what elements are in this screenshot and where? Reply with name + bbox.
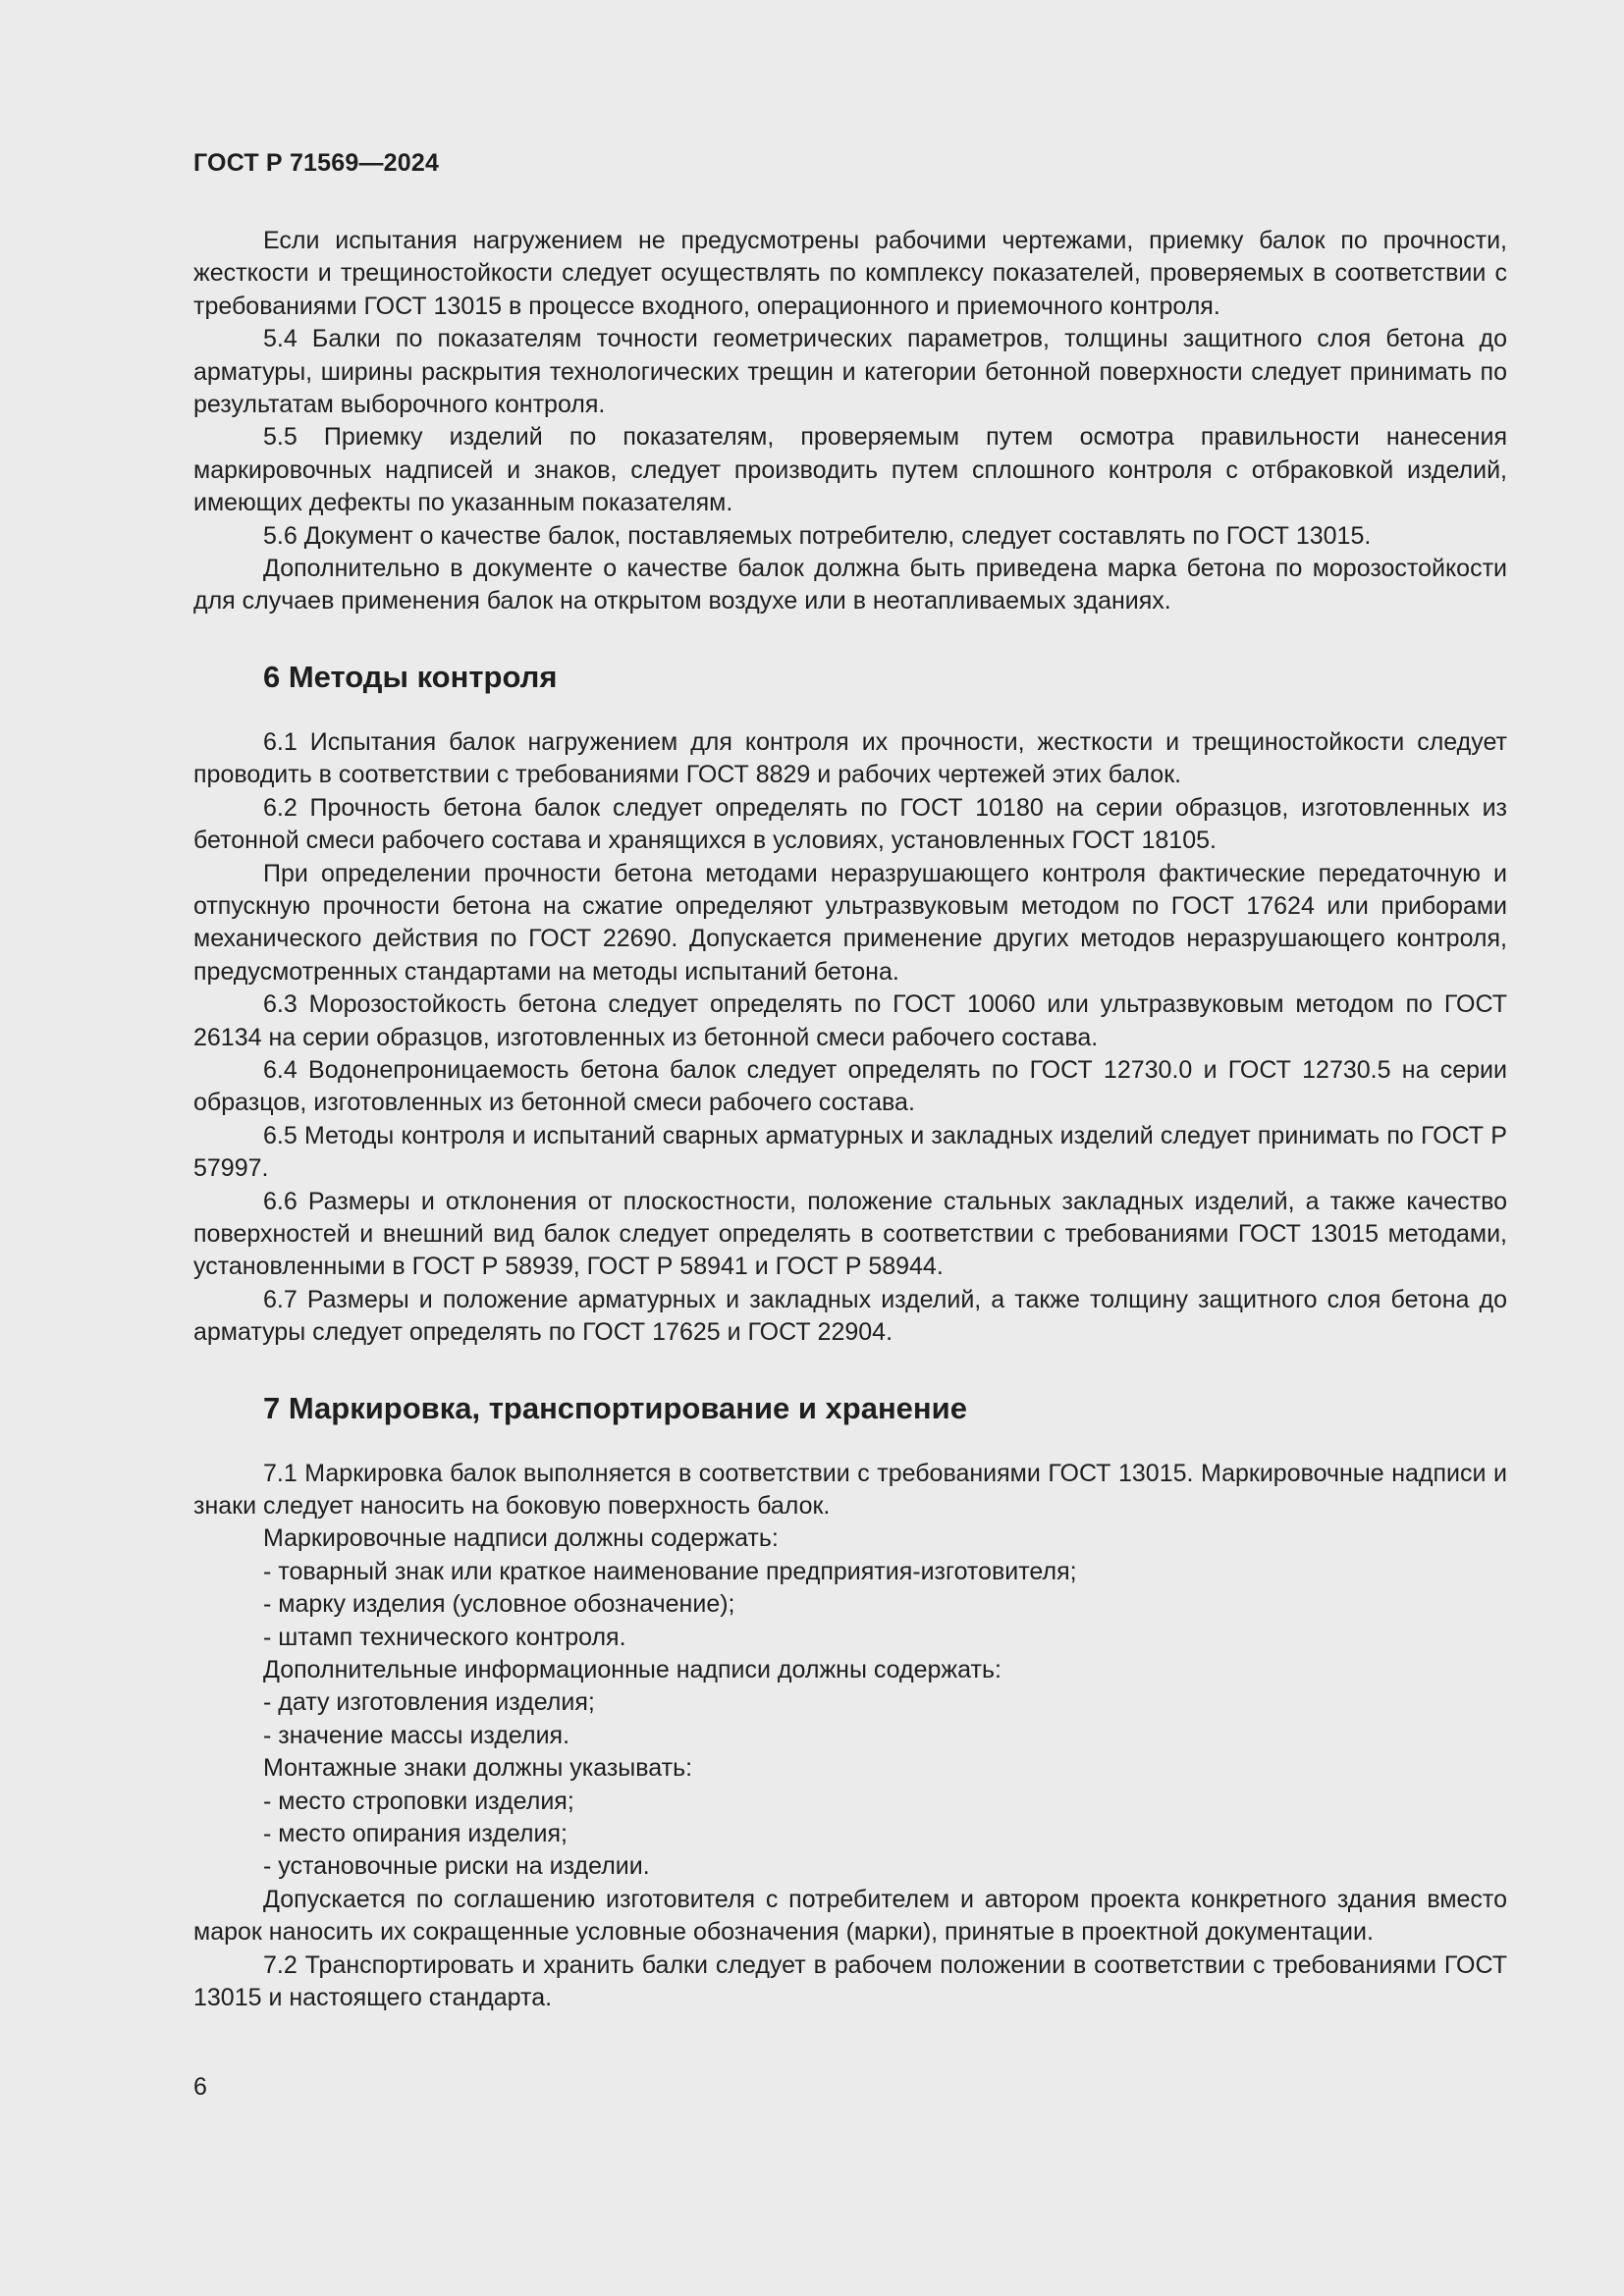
list-item: - место опирания изделия; — [263, 1820, 568, 1848]
paragraph-5-6: 5.6 Документ о качестве балок, поставляемых потребителю, следует составлять по ГОСТ 13015. — [263, 521, 1372, 550]
paragraph-6-6: 6.6 Размеры и отклонения от плоскостности, положение стальных закладных изделий, а также качество поверхностей и внешний вид балок следует определять в соответствии с требованиями ГОСТ 13015 методами, установленными в ГОСТ Р 58939, ГОСТ Р 58941 и ГОСТ Р 58944. — [193, 1187, 1507, 1281]
list-item: - установочные риски на изделии. — [263, 1852, 650, 1881]
paragraph-5-5: 5.5 Приемку изделий по показателям, проверяемым путем осмотра правильности нанесения маркировочных надписей и знаков, следует производить путем сплошного контроля с отбраковкой изделий, имеющих дефекты по указанным показателям. — [193, 423, 1507, 517]
paragraph: При определении прочности бетона методами неразрушающего контроля фактические передаточную и отпускную прочности бетона на сжатие определяют ультразвуковым методом по ГОСТ 17624 или приборами механического действия по ГОСТ 22690. Допускается применение других методов неразрушающего контроля, предусмотренных стандартами на методы испытаний бетона. — [193, 859, 1507, 986]
paragraph-7-1: 7.1 Маркировка балок выполняется в соответствии с требованиями ГОСТ 13015. Маркировочные надписи и знаки следует наносить на боковую поверхность балок. — [193, 1459, 1507, 1520]
page-number: 6 — [193, 2073, 207, 2101]
paragraph: Если испытания нагружением не предусмотрены рабочими чертежами, приемку балок по прочности, жесткости и трещиностойкости следует осуществлять по комплексу показателей, проверяемых в соответствии с требованиями ГОСТ 13015 в процессе входного, операционного и приемочного контроля. — [193, 227, 1507, 320]
list-item: - штамп технического контроля. — [263, 1623, 626, 1651]
list-item: - марку изделия (условное обозначение); — [263, 1590, 735, 1619]
paragraph-6-3: 6.3 Морозостойкость бетона следует определять по ГОСТ 10060 или ультразвуковым методом по ГОСТ 26134 на серии образцов, изготовленных из бетонной смеси рабочего состава. — [193, 990, 1507, 1051]
page-content — [193, 225, 1507, 2015]
list-item: - товарный знак или краткое наименование предприятия-изготовителя; — [263, 1557, 1077, 1585]
section-heading-7: 7 Маркировка, транспортирование и хранение — [263, 1390, 967, 1425]
list-intro: Монтажные знаки должны указывать: — [263, 1754, 693, 1783]
list-intro: Дополнительные информационные надписи должны содержать: — [263, 1656, 1001, 1684]
paragraph-6-1: 6.1 Испытания балок нагружением для контроля их прочности, жесткости и трещиностойкости следует проводить в соответствии с требованиями ГОСТ 8829 и рабочих чертежей этих балок. — [193, 727, 1507, 789]
paragraph-6-7: 6.7 Размеры и положение арматурных и закладных изделий, а также толщину защитного слоя бетона до арматуры следует определять по ГОСТ 17625 и ГОСТ 22904. — [193, 1285, 1507, 1347]
paragraph-6-5: 6.5 Методы контроля и испытаний сварных арматурных и закладных изделий следует принимать по ГОСТ Р 57997. — [193, 1121, 1507, 1183]
paragraph-6-4: 6.4 Водонепроницаемость бетона балок следует определять по ГОСТ 12730.0 и ГОСТ 12730.5 на серии образцов, изготовленных из бетонной смеси рабочего состава. — [193, 1055, 1507, 1117]
paragraph: Дополнительно в документе о качестве балок должна быть приведена марка бетона по морозостойкости для случаев применения балок на открытом воздухе или в неотапливаемых зданиях. — [193, 555, 1507, 615]
document-header: ГОСТ Р 71569—2024 — [193, 149, 440, 177]
section-heading-6: 6 Методы контроля — [263, 659, 558, 694]
list-item: - значение массы изделия. — [263, 1721, 570, 1749]
paragraph-7-2: 7.2 Транспортировать и хранить балки следует в рабочем положении в соответствии с требованиями ГОСТ 13015 и настоящего стандарта. — [193, 1950, 1507, 2012]
paragraph-5-4: 5.4 Балки по показателям точности геометрических параметров, толщины защитного слоя бетона до арматуры, ширины раскрытия технологических трещин и категории бетонной поверхности следует принимать по результатам выборочного контроля. — [193, 325, 1507, 419]
list-item: - дату изготовления изделия; — [263, 1688, 595, 1717]
paragraph: Допускается по соглашению изготовителя с потребителем и автором проекта конкретного здания вместо марок наносить их сокращенные условные обозначения (марки), принятые в проектной документации. — [193, 1885, 1507, 1947]
list-intro: Маркировочные надписи должны содержать: — [263, 1524, 779, 1553]
paragraph-6-2: 6.2 Прочность бетона балок следует определять по ГОСТ 10180 на серии образцов, изготовленных из бетонной смеси рабочего состава и хранящихся в условиях, установленных ГОСТ 18105. — [193, 793, 1507, 855]
list-item: - место строповки изделия; — [263, 1787, 574, 1815]
